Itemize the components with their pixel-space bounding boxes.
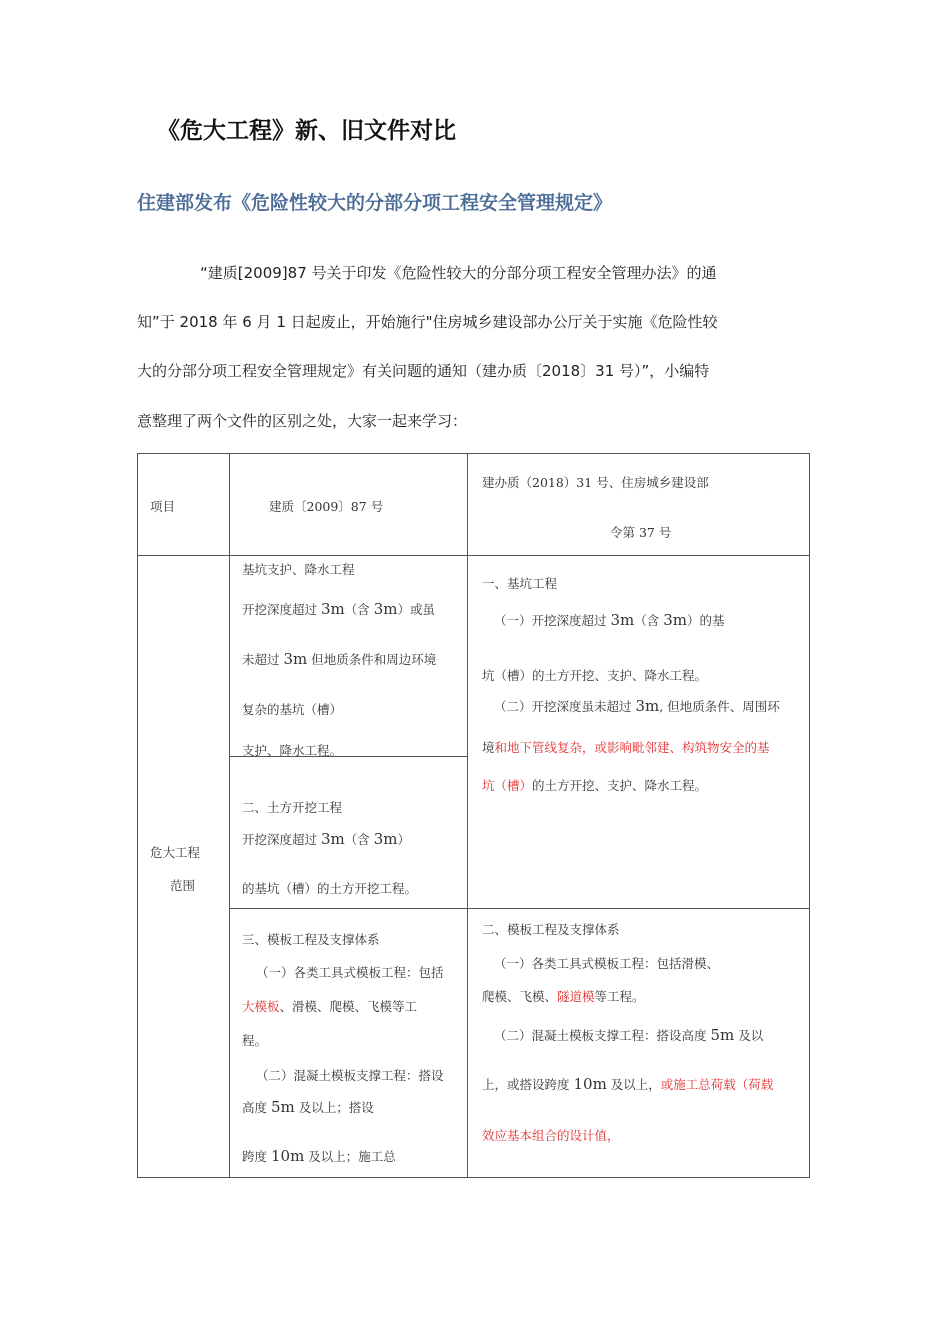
intro-line-3: 大的分部分项工程安全管理规定》有关问题的通知（建办质〔2018〕31 号）”，小编特 <box>137 362 710 380</box>
old-c-line4: 程。 <box>242 1033 268 1048</box>
new-b-line6: 效应基本组合的设计值， <box>482 1128 620 1143</box>
new-a-line4: （二）开挖深度虽未超过 3m, 但地质条件、周围环 <box>494 697 780 715</box>
old-a-line5: 支护、降水工程。 <box>242 743 343 758</box>
header-new-doc-line2: 令第 37 号 <box>610 525 672 540</box>
new-b-line1: 二、模板工程及支撑体系 <box>482 922 620 937</box>
row-label-line2: 范围 <box>170 878 196 893</box>
header-item: 项目 <box>150 499 176 514</box>
old-c-line3: 大模板、滑模、爬模、飞模等工 <box>242 999 418 1014</box>
new-a-line1: 一、基坑工程 <box>482 576 558 591</box>
old-c-line2: （一）各类工具式模板工程：包括 <box>256 965 444 980</box>
page-title: 《危大工程》新、旧文件对比 <box>157 118 456 144</box>
old-a-line1: 基坑支护、降水工程 <box>242 562 355 577</box>
header-new-doc-line1: 建办质（2018）31 号、住房城乡建设部 <box>482 475 709 490</box>
old-c-line1: 三、模板工程及支撑体系 <box>242 932 380 947</box>
old-b-line1: 二、土方开挖工程 <box>242 800 343 815</box>
old-b-line3: 的基坑（槽）的土方开挖工程。 <box>242 881 418 896</box>
intro-line-1: “建质[2009]87 号关于印发《危险性较大的分部分项工程安全管理办法》的通 <box>200 264 717 282</box>
new-a-line6: 坑（槽）的土方开挖、支护、降水工程。 <box>482 778 708 793</box>
table-border-top <box>137 453 810 454</box>
new-b-line3: 爬模、飞模、隧道模等工程。 <box>482 989 645 1004</box>
table-col-divider-1 <box>229 453 230 1178</box>
old-c-line5: （二）混凝土模板支撑工程：搭设 <box>256 1068 444 1083</box>
table-header-divider <box>137 555 810 556</box>
table-border-left <box>137 453 138 1178</box>
old-b-line2: 开挖深度超过 3m（含 3m） <box>242 830 411 848</box>
header-old-doc: 建质〔2009〕87 号 <box>269 499 384 514</box>
table-col-divider-2 <box>467 453 468 1178</box>
new-a-line5: 境和地下管线复杂，或影响毗邻建、构筑物安全的基 <box>482 740 770 755</box>
new-b-line2: （一）各类工具式模板工程：包括滑模、 <box>494 956 720 971</box>
old-a-line2: 开挖深度超过 3m（含 3m）或虽 <box>242 600 436 618</box>
new-b-line4: （二）混凝土模板支撑工程：搭设高度 5m 及以 <box>494 1026 764 1044</box>
table-section-divider <box>229 908 810 909</box>
row-label-line1: 危大工程 <box>150 845 201 860</box>
table-border-right <box>809 453 810 1178</box>
old-c-line6: 高度 5m 及以上；搭设 <box>242 1098 374 1116</box>
new-b-line5: 上，或搭设跨度 10m 及以上，或施工总荷载（荷载 <box>482 1075 774 1093</box>
table-border-bottom <box>137 1177 810 1178</box>
old-a-line4: 复杂的基坑（槽） <box>242 702 343 717</box>
old-c-line7: 跨度 10m 及以上；施工总 <box>242 1147 396 1165</box>
new-a-line2: （一）开挖深度超过 3m（含 3m）的基 <box>494 611 725 629</box>
page-subtitle: 住建部发布《危险性较大的分部分项工程安全管理规定》 <box>137 192 613 214</box>
old-a-line3: 未超过 3m 但地质条件和周边环境 <box>242 650 437 668</box>
new-a-line3: 坑（槽）的土方开挖、支护、降水工程。 <box>482 668 708 683</box>
intro-line-2: 知”于 2018 年 6 月 1 日起废止，开始施行"住房城乡建设部办公厅关于实施《危险性较 <box>137 313 718 331</box>
intro-line-4: 意整理了两个文件的区别之处，大家一起来学习： <box>137 412 468 430</box>
